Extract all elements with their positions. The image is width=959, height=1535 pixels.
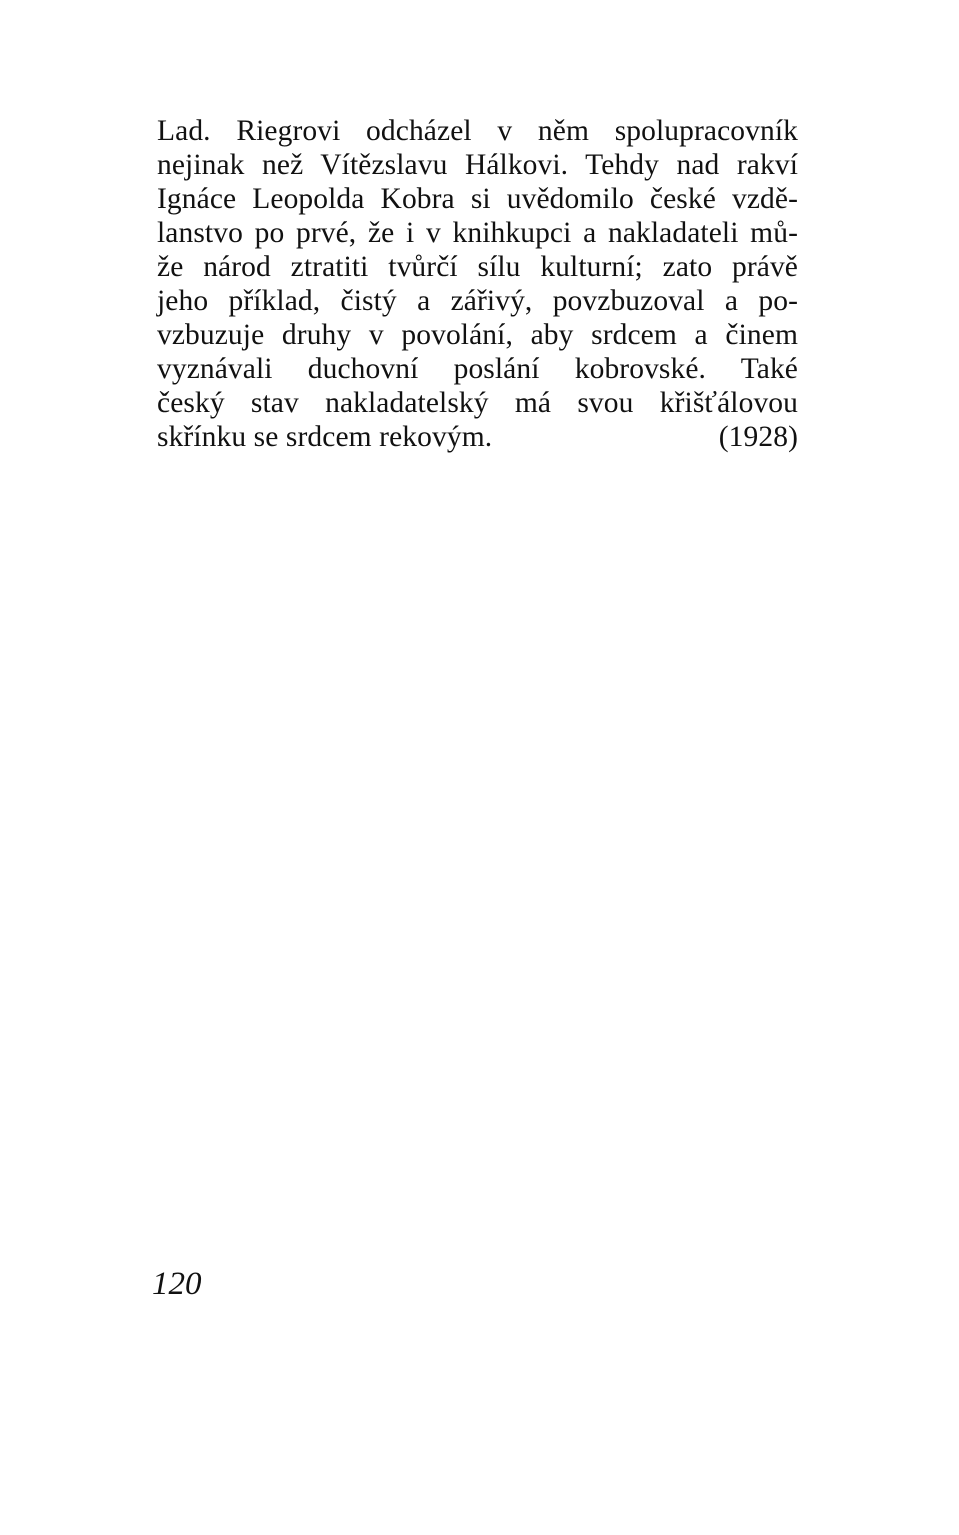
text-line: vyznávali duchovní poslání kobrovské. Také — [157, 353, 798, 385]
body-text — [157, 114, 798, 454]
page-number: 120 — [152, 1266, 202, 1302]
text-line: vzbuzuje druhy v povolání, aby srdcem a činem — [157, 319, 798, 351]
text-line: český stav nakladatelský má svou křišťálovou — [157, 387, 798, 419]
text-line: nejinak než Vítězslavu Hálkovi. Tehdy nad rakví — [157, 149, 798, 181]
text-line: jeho příklad, čistý a zářivý, povzbuzoval a po- — [157, 285, 798, 317]
text-line: Ignáce Leopolda Kobra si uvědomilo české vzdě- — [157, 183, 798, 215]
last-text-line — [157, 420, 798, 454]
year-label: (1928) — [718, 421, 798, 453]
last-line-text: skřínku se srdcem rekovým. — [157, 421, 493, 453]
text-line: Lad. Riegrovi odcházel v něm spolupracovník — [157, 115, 798, 147]
text-line: že národ ztratiti tvůrčí sílu kulturní; zato právě — [157, 251, 798, 283]
text-line: lanstvo po prvé, že i v knihkupci a nakladateli mů- — [157, 217, 798, 249]
